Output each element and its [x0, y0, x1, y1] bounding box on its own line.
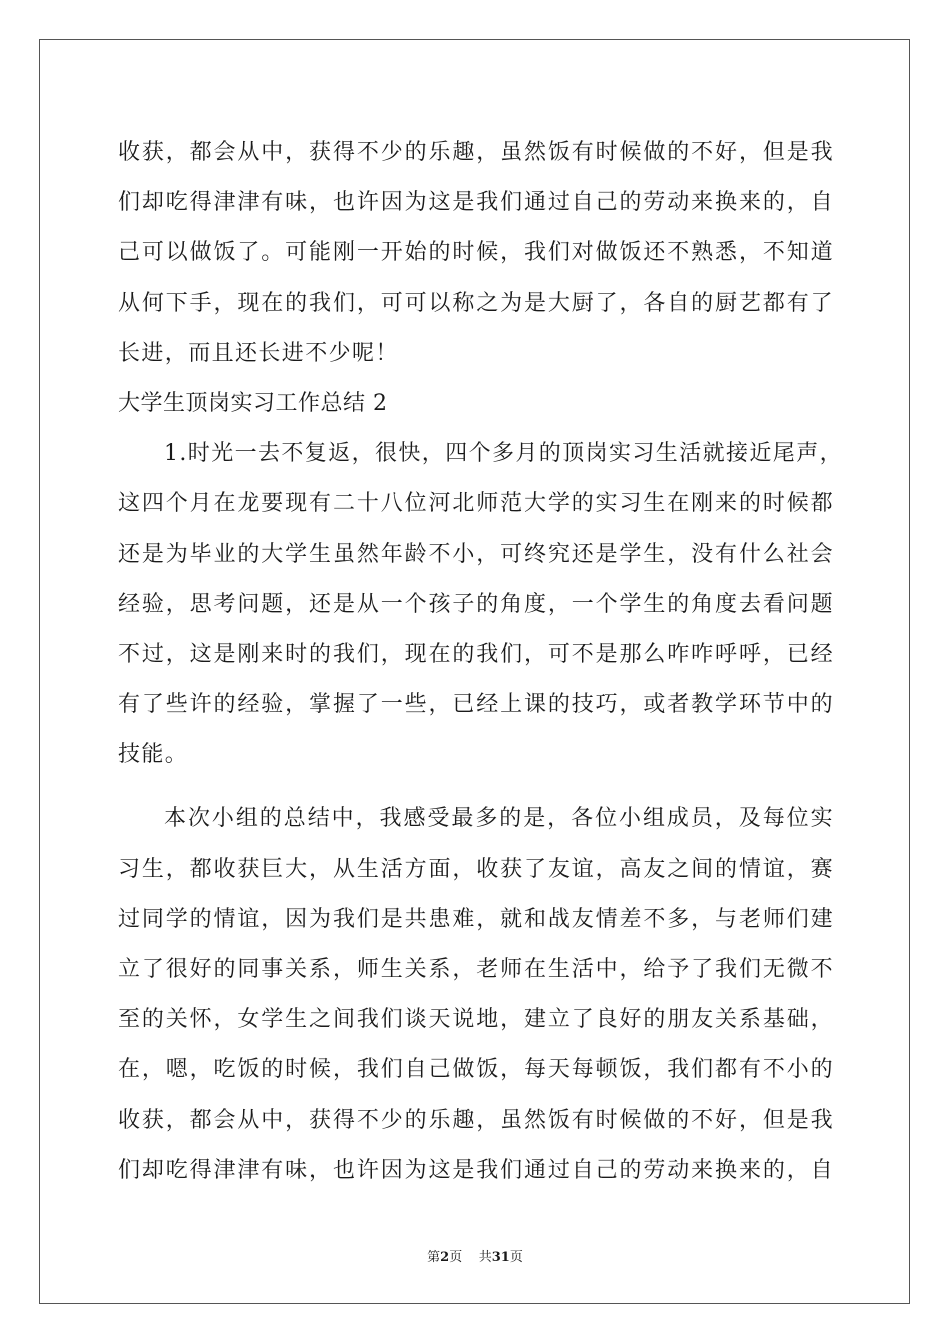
text-line: 收获，都会从中，获得不少的乐趣，虽然饭有时候做的不好，但是我 — [118, 140, 834, 165]
text-line: 至的关怀，女学生之间我们谈天说地，建立了良好的朋友关系基础， — [118, 1007, 834, 1033]
footer-mid: 页 共 — [449, 1250, 492, 1265]
text-line: 有了些许的经验，掌握了一些，已经上课的技巧，或者教学环节中的 — [118, 692, 834, 718]
text-line: 经验，思考问题，还是从一个孩子的角度，一个学生的角度去看问题 — [118, 591, 834, 617]
text-line: 收获，都会从中，获得不少的乐趣，虽然饭有时候做的不好，但是我 — [118, 1107, 834, 1133]
footer-prefix: 第 — [427, 1250, 441, 1265]
page-footer — [0, 1246, 950, 1265]
text-line: 这四个月在龙要现有二十八位河北师范大学的实习生在刚来的时候都 — [118, 491, 834, 517]
text-line: 们却吃得津津有味，也许因为这是我们通过自己的劳动来换来的，自 — [118, 190, 834, 216]
text-line: 们却吃得津津有味，也许因为这是我们通过自己的劳动来换来的，自 — [118, 1157, 834, 1183]
total-page-number: 31 — [491, 1250, 510, 1265]
text-line: 在，嗯，吃饭的时候，我们自己做饭，每天每顿饭，我们都有不小的 — [118, 1057, 834, 1083]
text-line: 不过，这是刚来时的我们，现在的我们，可不是那么咋咋呼呼，已经 — [118, 641, 834, 667]
current-page-number: 2 — [440, 1250, 450, 1265]
text-line: 习生，都收获巨大，从生活方面，收获了友谊，高友之间的情谊，赛 — [118, 856, 834, 882]
text-line: 还是为毕业的大学生虽然年龄不小，可终究还是学生，没有什么社会 — [118, 541, 834, 567]
text-line: 己可以做饭了。可能刚一开始的时候，我们对做饭还不熟悉，不知道 — [118, 240, 834, 266]
document-body — [118, 128, 843, 1196]
text-line: 立了很好的同事关系，师生关系，老师在生活中，给予了我们无微不 — [118, 957, 834, 982]
section-heading: 大学生顶岗实习工作总结 2 — [118, 390, 388, 416]
text-line: 从何下手，现在的我们，可可以称之为是大厨了，各自的厨艺都有了 — [118, 290, 834, 316]
text-line: 技能。 — [118, 742, 189, 768]
text-line: 1.时光一去不复返，很快，四个多月的顶岗实习生活就接近尾声， — [164, 441, 843, 467]
text-line: 过同学的情谊，因为我们是共患难，就和战友情差不多，与老师们建 — [118, 906, 834, 932]
text-line: 长进，而且还长进不少呢！ — [118, 340, 399, 366]
text-line: 本次小组的总结中，我感受最多的是，各位小组成员，及每位实 — [164, 806, 834, 832]
paragraph-gap — [118, 780, 834, 794]
footer-suffix: 页 — [509, 1250, 523, 1265]
